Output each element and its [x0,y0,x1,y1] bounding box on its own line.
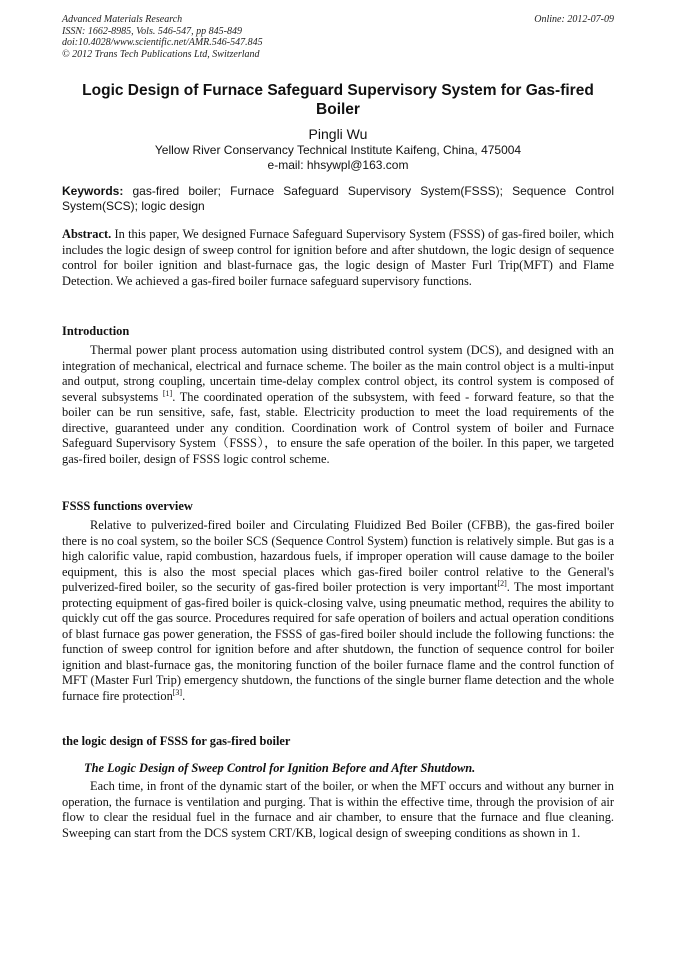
keywords [62,184,614,214]
fsss-text-2: . The most important protecting equipment of gas-fired boiler is quick-closing valve, using pneumatic method, requires the ability to quickly cut off the gas source. Procedures required for safe operation of boilers and actual operation conditions of blast furnace gas power generation, the FSSS of gas-fired boiler should include the following functions: the function of sweep control for ignition before and after shutdown, the function of sequence control for boiler ignition and blast-furnace gas, the monitoring function of the boiler furnace flame and the control function of MFT (Master Furl Trip) emergency shutdown, the functions of the single burner flame detection and the whole furnace fire protection [62,580,614,703]
email: e-mail: hhsywpl@163.com [267,158,409,172]
abstract-text: In this paper, We designed Furnace Safeguard Supervisory System (FSSS) of gas-fired boiler, which includes the logic design of sweep control for ignition before and after shutdown, the logic design of sequence control for boiler ignition and blast-furnace gas, the logic design of Master Furl Trip(MFT) and Flame Detection. We achieved a gas-fired boiler furnace safeguard supervisory functions. [62,227,614,288]
fsss-paragraph [62,518,614,704]
citation-1: [1] [162,388,173,398]
intro-text-2: . The coordinated operation of the subsystem, with feed - forward feature, so that the boiler can be run sensitive, safe, fast, stable. Electricity production to meet the load requirements of the directive, guaranteed under any condition. Coordination work of Control system of boiler and Furnace Safeguard Supervisory System（FSSS），to ensure the safe operation of the boiler. In this paper, we targeted gas-fired boiler, design of FSSS logic control scheme. [62,389,614,466]
paper-title [62,81,614,119]
online-date: Online: 2012-07-09 [534,14,614,25]
keywords-label: Keywords: [62,184,124,198]
section-heading-introduction: Introduction [62,324,130,338]
keywords-text: gas-fired boiler; Furnace Safeguard Supervisory System(FSSS); Sequence Control System(SCS); logic design [62,184,614,213]
citation-3: [3] [172,687,183,697]
journal-header [62,14,614,60]
section-heading-logic-design: the logic design of FSSS for gas-fired boiler [62,734,291,748]
abstract [62,227,614,289]
copyright-line: © 2012 Trans Tech Publications Ltd, Switzerland [62,48,260,60]
affiliation: Yellow River Conservancy Technical Institute Kaifeng, China, 475004 [154,143,522,157]
sweep-paragraph: Each time, in front of the dynamic start of the boiler, or when the MFT occurs and without any burner in operation, the furnace is ventilation and purging. That is within the effective time, through the provision of air flow to clear the residual fuel in the furnace and air chamber, to ensure that the furnace and flue cleaning. Sweeping can start from the DCS system CRT/KB, logical design of sweeping conditions as shown in 1. [62,779,614,840]
doi-line: doi:10.4028/www.scientific.net/AMR.546-547.845 [62,37,263,48]
citation-2: [2] [497,579,507,588]
subsection-heading-sweep: The Logic Design of Sweep Control for Ignition Before and After Shutdown. [84,761,476,775]
issn-line: ISSN: 1662-8985, Vols. 546-547, pp 845-849 [62,25,242,37]
abstract-label: Abstract. [62,227,112,241]
intro-text-1: Thermal power plant process automation using distributed control system (DCS), and designed with an integration of mechanical, electrical and furnace scheme. The boiler as the main control object is a multi-input and output, strong coupling, uncertain time-delay complex control object, its control system is composed of several subsystems [62,343,614,404]
title-line-1: Logic Design of Furnace Safeguard Supervisory System for Gas-fired [82,82,594,99]
section-heading-fsss: FSSS functions overview [62,499,193,513]
introduction-paragraph [62,343,614,467]
fsss-text-1: Relative to pulverized-fired boiler and Circulating Fluidized Bed Boiler (CFBB), the gas-fired boiler there is no coal system, so the boiler SCS (Sequence Control System) function is relatively simple. But gas is a high calorific value, rapid combustion, hazardous fuels, if improper operation will cause damage to the boiler equipment, this is also the most special places which gas-fired boiler control relative to the General's pulverized-fired boiler, so the security of gas-fired boiler protection is very important [62,518,614,594]
title-line-2: Boiler [316,101,360,118]
affiliation-block [62,143,614,173]
journal-name: Advanced Materials Research [62,14,183,25]
fsss-text-end: . [182,688,186,703]
author-name: Pingli Wu [308,126,368,142]
